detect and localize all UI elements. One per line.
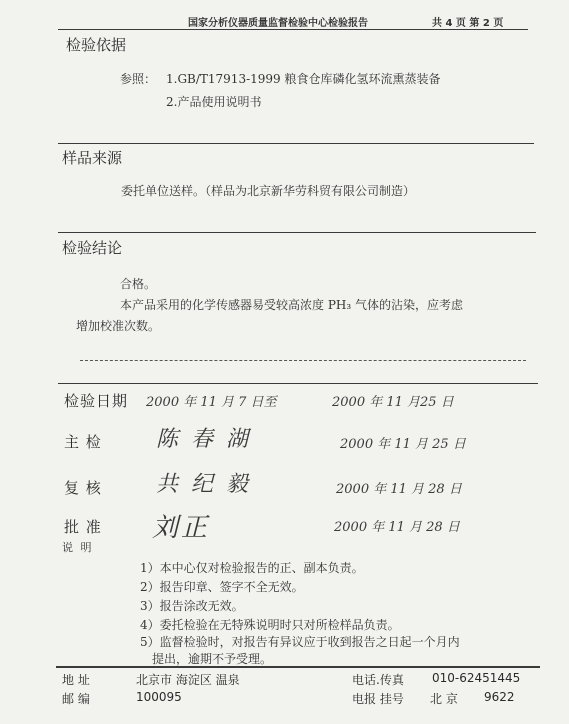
conclusion-line-1: 合格。 xyxy=(120,277,157,291)
note-item: 提出，逾期不予受理。 xyxy=(152,652,273,666)
footer-divider xyxy=(56,666,540,668)
section-divider xyxy=(58,383,538,384)
note-item: 2）报告印章、签字不全无效。 xyxy=(140,580,304,594)
signature-chief-inspector: 陈 春 湖 xyxy=(156,427,251,452)
notes-label: 说 明 xyxy=(62,541,94,554)
address-value: 北京市 海淀区 温泉 xyxy=(136,673,240,687)
signature-label: 复 核 xyxy=(64,479,102,497)
basis-ref-label: 参照： xyxy=(120,72,157,86)
date-label: 检验日期 xyxy=(64,392,129,410)
signature-reviewer: 共 纪 毅 xyxy=(156,472,251,497)
report-header-title: 国家分析仪器质量监督检验中心检验报告 xyxy=(188,18,368,29)
note-item: 4）委托检验在无特殊说明时只对所检样品负责。 xyxy=(140,618,400,632)
phone-label: 电话.传真 xyxy=(352,673,404,687)
header-divider xyxy=(58,29,528,30)
dashed-divider xyxy=(80,360,526,361)
address-label: 地 址 xyxy=(62,673,90,687)
signature-label: 主 检 xyxy=(64,433,102,451)
note-item: 5）监督检验时，对报告有异议应于收到报告之日起一个月内 xyxy=(140,635,460,649)
section-divider xyxy=(58,232,536,233)
basis-ref-1: 1.GB/T17913-1999 粮食仓库磷化氢环流熏蒸装备 xyxy=(166,72,441,86)
postcode-value: 100095 xyxy=(136,690,182,704)
date-start: 2000 年 11 月 7 日至 xyxy=(146,395,277,410)
basis-title: 检验依据 xyxy=(66,36,127,54)
basis-ref-2: 2.产品使用说明书 xyxy=(166,95,262,109)
page-number: 共 4 页 第 2 页 xyxy=(432,18,504,29)
date-end: 2000 年 11 月25 日 xyxy=(332,395,454,410)
postcode-label: 邮 编 xyxy=(62,692,90,706)
telegram-city: 北 京 xyxy=(430,692,458,706)
signature-date: 2000 年 11 月 25 日 xyxy=(340,437,466,452)
source-text: 委托单位送样。（样品为北京新华劳科贸有限公司制造） xyxy=(121,184,416,198)
note-item: 1）本中心仅对检验报告的正、副本负责。 xyxy=(140,561,364,575)
section-divider xyxy=(58,143,534,144)
signature-date: 2000 年 11 月 28 日 xyxy=(336,482,462,497)
phone-value: 010-62451445 xyxy=(432,671,521,685)
telegram-value: 9622 xyxy=(484,690,515,704)
signature-approver: 刘正 xyxy=(152,513,211,543)
conclusion-line-2: 本产品采用的化学传感器易受较高浓度 PH₃ 气体的沾染，应考虑 xyxy=(120,298,463,312)
signature-label: 批 准 xyxy=(64,518,102,536)
conclusion-title: 检验结论 xyxy=(62,239,123,257)
signature-date: 2000 年 11 月 28 日 xyxy=(334,520,460,535)
telegram-label: 电报 挂号 xyxy=(352,692,404,706)
source-title: 样品来源 xyxy=(62,149,123,167)
conclusion-line-3: 增加校准次数。 xyxy=(76,319,161,333)
note-item: 3）报告涂改无效。 xyxy=(140,599,244,613)
